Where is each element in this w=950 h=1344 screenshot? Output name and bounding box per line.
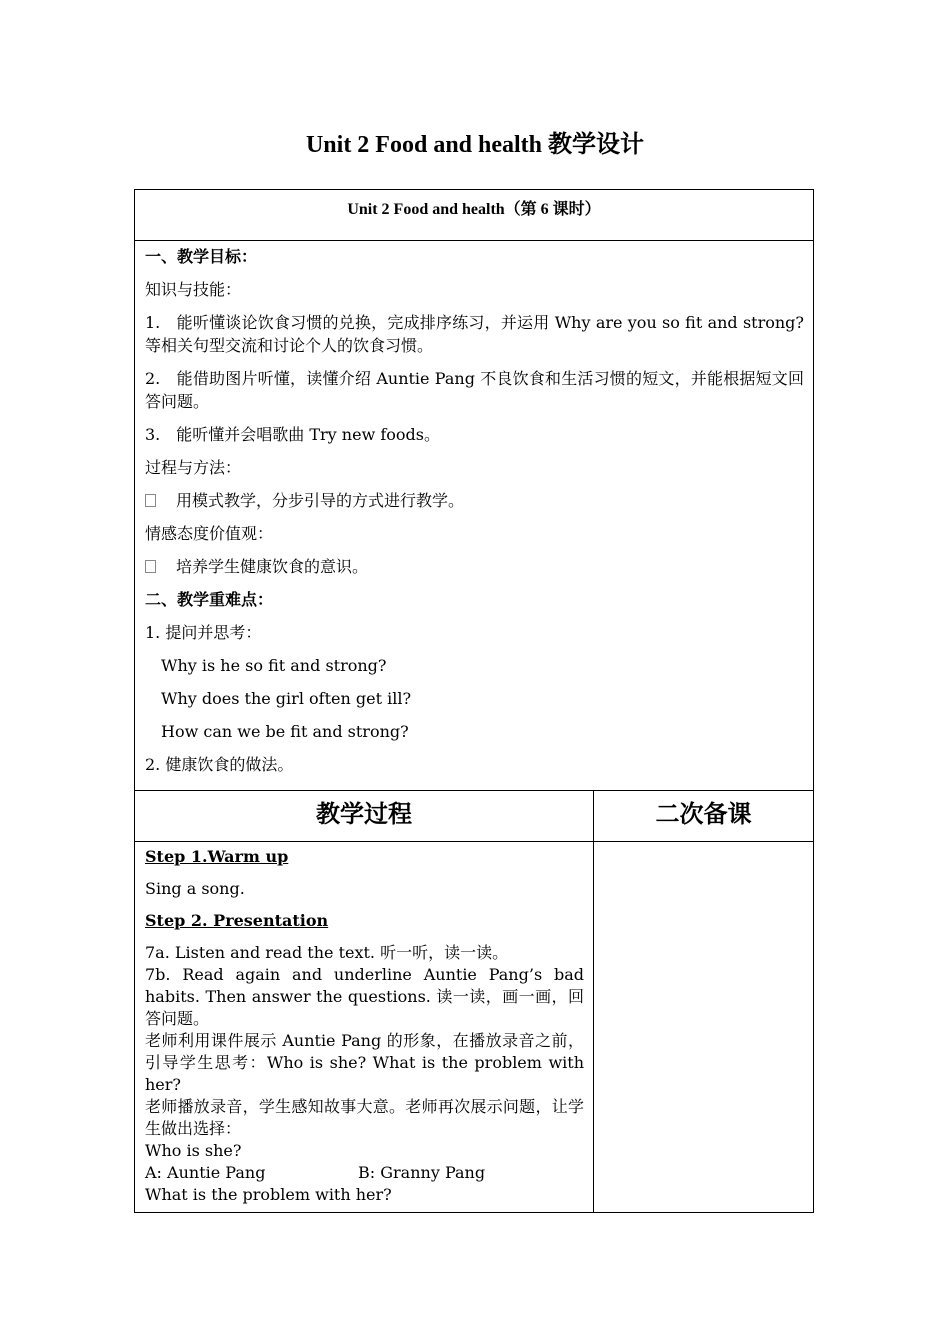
step-2-heading: Step 2. Presentation bbox=[145, 911, 329, 930]
objective-item-2: 2. 能借助图片听懂，读懂介绍 Auntie Pang 不良饮食和生活习惯的短文，并能根据短文回答问题。 bbox=[145, 369, 804, 411]
process-column-header: 教学过程 bbox=[134, 790, 594, 842]
objectives-heading: 一、教学目标： bbox=[145, 247, 258, 266]
objective-item-1: 1. 能听懂谈论饮食习惯的兑换，完成排序练习，并运用 Why are you so fit and strong?等相关句型交流和讨论个人的饮食习惯。 bbox=[145, 313, 804, 355]
attitude-item bbox=[145, 555, 804, 578]
key-points-heading: 二、教学重难点： bbox=[145, 590, 274, 609]
process-method-text: 用模式教学，分步引导的方式进行教学。 bbox=[176, 491, 465, 510]
attitude-label: 情感态度价值观： bbox=[145, 524, 274, 543]
objectives-cell bbox=[134, 240, 814, 791]
process-row bbox=[134, 841, 814, 1213]
activity-7a: 7a. Listen and read the text. 听一听，读一读。 bbox=[145, 943, 509, 962]
key-point-2: 2. 健康饮食的做法。 bbox=[145, 755, 294, 774]
second-prep-column-header: 二次备课 bbox=[593, 790, 814, 842]
process-cell bbox=[134, 841, 594, 1213]
column-headers bbox=[134, 790, 814, 842]
process-method-item bbox=[145, 489, 804, 512]
teacher-note-2: 老师播放录音，学生感知故事大意。老师再次展示问题，让学生做出选择： bbox=[145, 1097, 584, 1138]
option-b: B: Granny Pang bbox=[358, 1163, 486, 1182]
attitude-text: 培养学生健康饮食的意识。 bbox=[176, 557, 369, 576]
checkbox-bullet-icon bbox=[145, 494, 156, 507]
question-2: What is the problem with her? bbox=[145, 1185, 392, 1204]
checkbox-bullet-icon bbox=[145, 560, 156, 573]
process-label: 过程与方法： bbox=[145, 458, 242, 477]
objective-item-3: 3. 能听懂并会唱歌曲 Try new foods。 bbox=[145, 425, 440, 444]
option-a: A: Auntie Pang bbox=[145, 1163, 266, 1182]
key-question-2: Why does the girl often get ill? bbox=[161, 689, 412, 708]
question-1: Who is she? bbox=[145, 1141, 242, 1160]
question-1-options bbox=[145, 1162, 584, 1184]
key-question-3: How can we be fit and strong? bbox=[161, 722, 409, 741]
second-prep-cell bbox=[593, 841, 814, 1213]
key-point-1: 1. 提问并思考： bbox=[145, 623, 262, 642]
activity-7b: 7b. Read again and underline Auntie Pang’s bad habits. Then answer the questions. 读一读，画一画，回答问题。 bbox=[145, 965, 584, 1028]
lesson-plan-table bbox=[134, 189, 814, 1213]
step-1-text: Sing a song. bbox=[145, 879, 245, 898]
key-question-1: Why is he so fit and strong? bbox=[161, 656, 387, 675]
teacher-note-1: 老师利用课件展示 Auntie Pang 的形象，在播放录音之前，引导学生思考：Who is she? What is the problem with her? bbox=[145, 1031, 584, 1094]
step-1-heading: Step 1.Warm up bbox=[145, 847, 289, 866]
lesson-header: Unit 2 Food and health（第 6 课时） bbox=[134, 189, 814, 241]
knowledge-label: 知识与技能： bbox=[145, 280, 242, 299]
document-title: Unit 2 Food and health 教学设计 bbox=[305, 132, 645, 158]
